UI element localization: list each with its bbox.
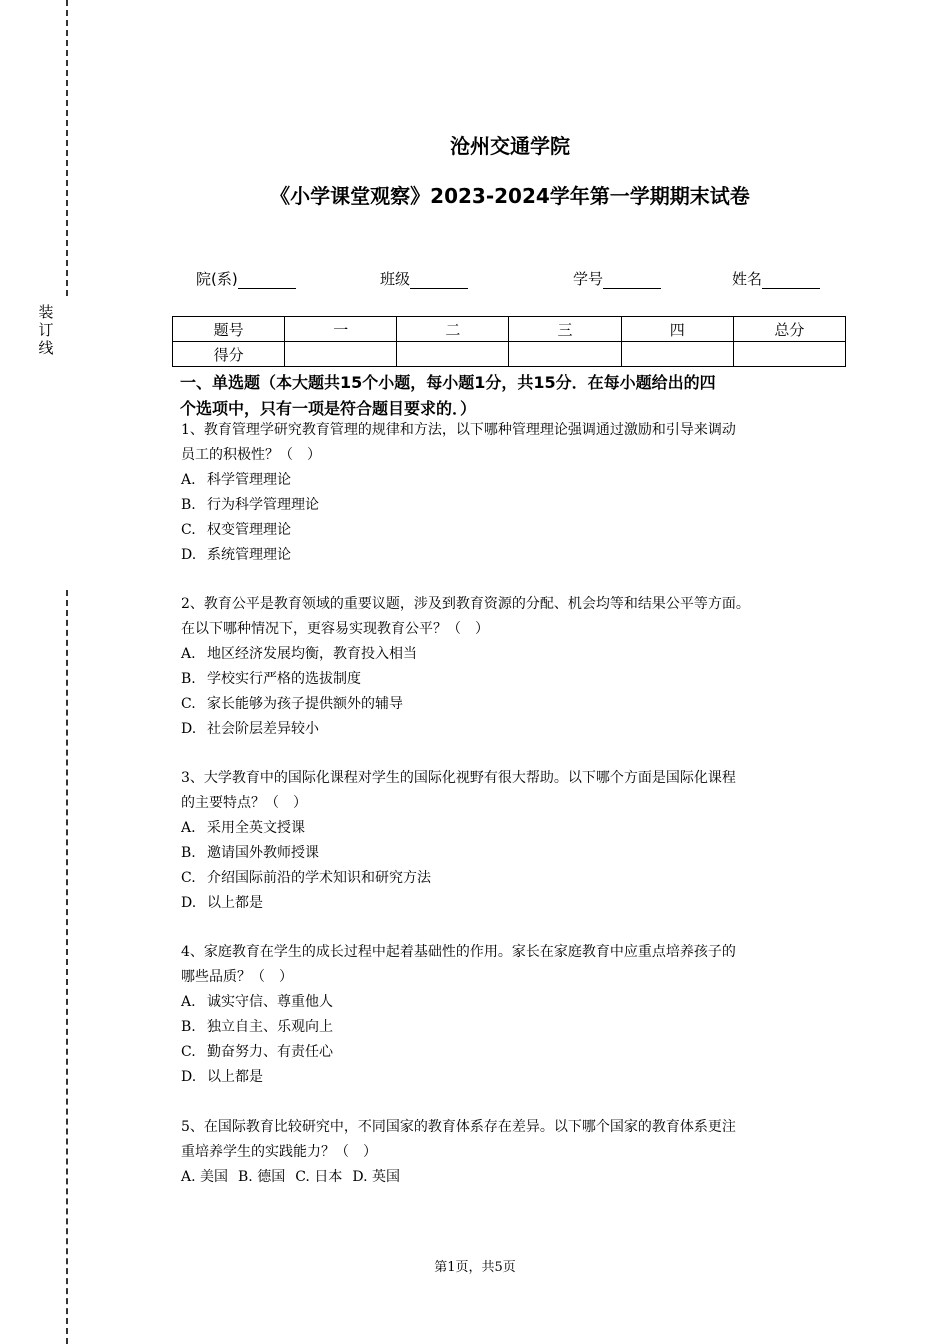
department-field[interactable] <box>196 268 296 289</box>
option-label: D. <box>181 721 197 737</box>
score-table-header-row <box>173 317 846 342</box>
student-info-row <box>0 268 950 292</box>
department-label: 院(系) <box>196 270 238 288</box>
option-text: 行为科学管理理论 <box>207 497 319 513</box>
option-label: A. <box>181 994 196 1010</box>
inline-options <box>181 1165 851 1190</box>
option-label: D. <box>181 547 197 563</box>
name-blank[interactable] <box>762 271 820 289</box>
question-stem: 2、教育公平是教育领域的重要议题，涉及到教育资源的分配、机会均等和结果公平等方面。 <box>181 596 750 612</box>
option-c <box>295 1169 342 1185</box>
option-d <box>181 891 851 916</box>
option-text: 以上都是 <box>207 1069 263 1085</box>
option-b <box>181 1015 851 1040</box>
question-stem: 在以下哪种情况下，更容易实现教育公平？（ ） <box>181 621 489 637</box>
option-label: C. <box>181 870 196 886</box>
option-label: B. <box>238 1169 253 1185</box>
option-d <box>181 1065 851 1090</box>
option-text: 权变管理理论 <box>207 522 291 538</box>
question-1 <box>181 418 851 568</box>
section-heading <box>180 370 840 422</box>
option-a <box>181 1169 228 1185</box>
option-text: 科学管理理论 <box>207 472 291 488</box>
score-cell-empty[interactable] <box>285 342 397 367</box>
question-4 <box>181 940 851 1090</box>
score-cell-empty[interactable] <box>733 342 845 367</box>
option-a <box>181 642 851 667</box>
option-text: 勤奋努力、有责任心 <box>207 1044 333 1060</box>
question-5 <box>181 1115 851 1190</box>
question-2 <box>181 592 851 742</box>
binding-char: 装 <box>38 303 54 321</box>
class-field[interactable] <box>380 268 468 289</box>
score-table-score-row <box>173 342 846 367</box>
section-heading-line: 个选项中，只有一项是符合题目要求的．） <box>180 399 477 418</box>
option-label: B. <box>181 497 196 513</box>
question-stem: 的主要特点？（ ） <box>181 795 307 811</box>
option-label: A. <box>181 820 196 836</box>
score-cell-header: 二 <box>397 317 509 342</box>
option-d <box>352 1169 400 1185</box>
question-stem: 5、在国际教育比较研究中，不同国家的教育体系存在差异。以下哪个国家的教育体系更注 <box>181 1119 736 1135</box>
score-cell-header: 题号 <box>173 317 285 342</box>
binding-char: 订 <box>38 321 54 339</box>
option-label: C. <box>181 1044 196 1060</box>
score-cell-empty[interactable] <box>397 342 509 367</box>
option-b <box>181 841 851 866</box>
page-footer: 第1页，共5页 <box>434 1260 516 1275</box>
student-id-field[interactable] <box>573 268 661 289</box>
score-row-label: 得分 <box>173 342 285 367</box>
option-label: A. <box>181 1169 196 1185</box>
score-cell-header: 四 <box>621 317 733 342</box>
score-table <box>172 316 846 367</box>
option-label: B. <box>181 671 196 687</box>
score-cell-empty[interactable] <box>621 342 733 367</box>
score-cell-header: 总分 <box>733 317 845 342</box>
option-label: A. <box>181 646 196 662</box>
question-3 <box>181 766 851 916</box>
option-c <box>181 692 851 717</box>
option-text: 以上都是 <box>207 895 263 911</box>
department-blank[interactable] <box>238 271 296 289</box>
option-c <box>181 866 851 891</box>
question-stem: 员工的积极性？（ ） <box>181 447 321 463</box>
option-label: D. <box>181 1069 197 1085</box>
option-label: C. <box>181 696 196 712</box>
student-id-blank[interactable] <box>603 271 661 289</box>
score-cell-header: 三 <box>509 317 621 342</box>
option-d <box>181 717 851 742</box>
option-b <box>181 667 851 692</box>
option-label: B. <box>181 1019 196 1035</box>
class-blank[interactable] <box>410 271 468 289</box>
option-c <box>181 1040 851 1065</box>
option-label: C. <box>295 1169 310 1185</box>
question-stem: 4、家庭教育在学生的成长过程中起着基础性的作用。家长在家庭教育中应重点培养孩子的 <box>181 944 736 960</box>
option-text: 采用全英文授课 <box>207 820 305 836</box>
option-text: 学校实行严格的选拔制度 <box>207 671 361 687</box>
name-label: 姓名 <box>732 270 763 288</box>
option-text: 日本 <box>314 1169 343 1185</box>
binding-label <box>36 303 56 357</box>
question-stem: 哪些品质？（ ） <box>181 969 293 985</box>
option-label: A. <box>181 472 196 488</box>
option-a <box>181 468 851 493</box>
option-label: D. <box>352 1169 368 1185</box>
class-label: 班级 <box>380 270 411 288</box>
score-cell-header: 一 <box>285 317 397 342</box>
question-stem: 3、大学教育中的国际化课程对学生的国际化视野有很大帮助。以下哪个方面是国际化课程 <box>181 770 736 786</box>
option-text: 德国 <box>257 1169 286 1185</box>
option-text: 系统管理理论 <box>207 547 291 563</box>
exam-title: 《小学课堂观察》2023-2024学年第一学期期末试卷 <box>270 184 750 208</box>
option-b <box>238 1169 285 1185</box>
option-text: 诚实守信、尊重他人 <box>207 994 333 1010</box>
option-a <box>181 990 851 1015</box>
option-text: 独立自主、乐观向上 <box>207 1019 333 1035</box>
question-stem: 重培养学生的实践能力？（ ） <box>181 1144 377 1160</box>
option-text: 家长能够为孩子提供额外的辅导 <box>207 696 403 712</box>
option-b <box>181 493 851 518</box>
option-text: 地区经济发展均衡，教育投入相当 <box>207 646 417 662</box>
option-a <box>181 816 851 841</box>
option-text: 美国 <box>200 1169 229 1185</box>
option-label: D. <box>181 895 197 911</box>
section-heading-line: 一、单选题（本大题共15个小题，每小题1分，共15分．在每小题给出的四 <box>180 373 716 392</box>
option-d <box>181 543 851 568</box>
option-text: 邀请国外教师授课 <box>207 845 319 861</box>
option-label: C. <box>181 522 196 538</box>
name-field[interactable] <box>732 268 820 289</box>
score-cell-empty[interactable] <box>509 342 621 367</box>
option-text: 英国 <box>371 1169 400 1185</box>
option-text: 介绍国际前沿的学术知识和研究方法 <box>207 870 431 886</box>
option-text: 社会阶层差异较小 <box>207 721 319 737</box>
option-c <box>181 518 851 543</box>
school-name: 沧州交通学院 <box>450 134 570 158</box>
option-label: B. <box>181 845 196 861</box>
student-id-label: 学号 <box>573 270 604 288</box>
binding-char: 线 <box>38 339 54 357</box>
question-stem: 1、教育管理学研究教育管理的规律和方法，以下哪种管理理论强调通过激励和引导来调动 <box>181 422 736 438</box>
binding-dashed-line-bottom <box>66 590 68 1344</box>
